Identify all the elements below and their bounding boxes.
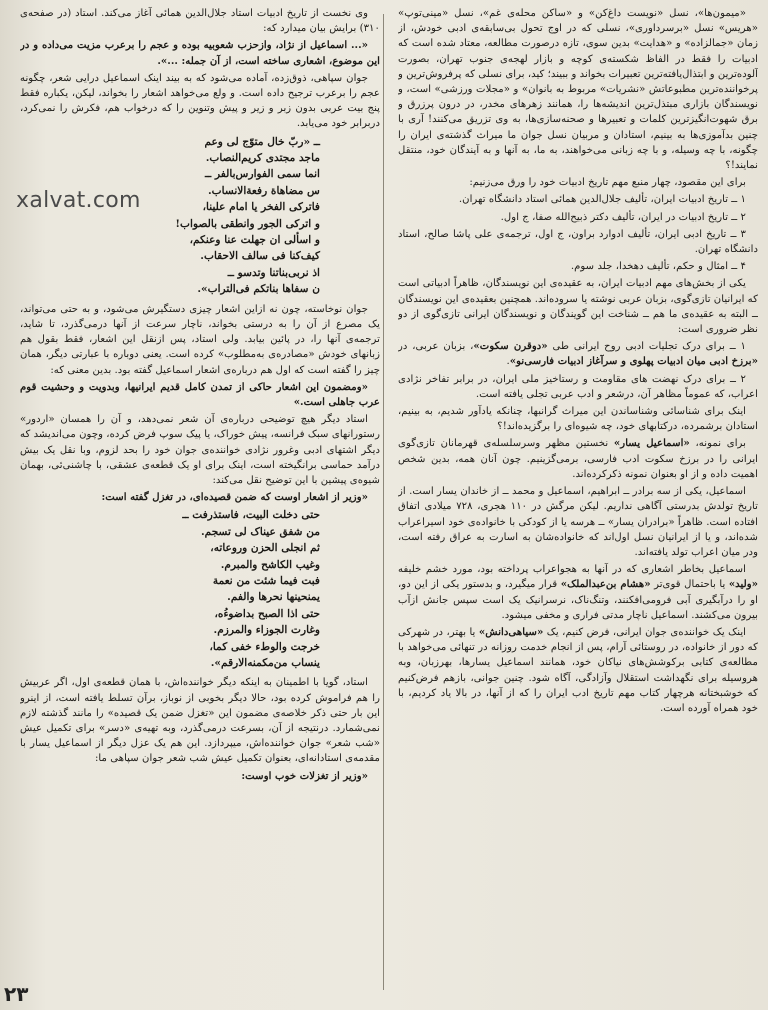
quote: «ومضمون این اشعار حاکی از تمدن کامل قدیم ایرانیها، وبدویت و وحشیت قوم عرب جاهلی است.» (20, 380, 380, 408)
poem-line: فبت فیما شئت من نعمة (212, 574, 320, 587)
paragraph: یکی از بخش‌های مهم ادبیات ایران، به عقیده‌ی این نویسندگان، ظاهراً ادبیاتی است که ایرانیان تازی‌گوی، بزبان عربی نوشته یا سروده‌اند. همچنین بعقیده‌ی این نویسندگان ــ البته به عقیده‌ی ما هم ــ شناخت این گویندگان و نویسندگان ایرانی تازی‌گوی از دو نظر ضروری است: (398, 278, 758, 336)
poem-line: حتی اذا الصبح بداضوءُه، (214, 607, 320, 620)
paragraph: جوان نوخاسته، چون نه ازاین اشعار چیزی دستگیرش می‌شود، و به حتی می‌تواند، یک مصرع از آن را به درستی بخواند، ناچار سرعت از آنها درمی‌گذرد، تا شاید، ترجمه‌ی آنها را، در پائین بیابد. ولی استاد، پس ازنقل این اشعار، فقط بقول هم زبانهای خودش «مصادره‌ی به‌مطلوب» کرده است. یعنی دوباره با عبارتی دیگر، همان چیز را گفته است که اول هم درباره‌ی اشعار اسماعیل گفته بود. بدین معنی که: (20, 303, 380, 376)
paragraph (398, 562, 758, 623)
text-run: قرار میگیرد، و بدستور یکی از این دو، او را درآبگیری آبی فرومی‌افکنند، وتنگ‌ناک، نرسرانیک یک است سپس جانش ازآب بیرون می‌کشند. اسماعیل ناچار مدتی فراری و مخفی میشود. (398, 579, 758, 621)
right-column (398, 6, 758, 1002)
paragraph: استاد، گویا با اطمینان به اینکه دیگر خواننده‌اش، با همان قطعه‌ی اول، اگر عربیش را هم فراموش کرده بود، حالا دیگر بخوبی از نوباز، برآن تسلط یافته است، از اینرو این بار حتی ذکر خلاصه‌ی مضمون این «تغزل ضمن یک قصیده» را مانند گذشته لازم نمی‌شمارد. درنتیجه از آن، بسرعت درمی‌گذرد، وبه تهیه‌ی «دسر» برای تکمیل عیش «شب شعر» جوان خواننده‌اش، میپردازد. این هم یک عزل دیگر از اسماعیل یسار با مقدمه‌ی استادانه‌ای، بعنوان تکمیل عیش شب شعر جوان سپاهی ما: (20, 677, 380, 765)
paragraph (398, 339, 758, 369)
poem-line: وغارت الجوزاء والمرزم. (213, 624, 320, 637)
poem-line: انما سمی الفوارس‌بالفر ــ (205, 168, 320, 181)
poem-line: اذ نربی‌بناتنا وتدسو ــ (227, 266, 320, 279)
text-run: ۱ ــ برای درک تجلیات ادبی روح ایرانی طی (547, 341, 746, 353)
poem-line: فاترکی الفخر یا امام علینا، (202, 201, 320, 214)
bold-phrase: «برزخ ادبی میان ادبیات پهلوی و سرآغاز ادبیات فارسی‌نو» (509, 355, 758, 368)
quote: «وزیر از تغزلات خوب اوست: (241, 769, 368, 782)
text-run: اینک یک خواننده‌ی جوان ایرانی، فرض کنیم، یک (543, 626, 747, 638)
quote: «وزیر از اشعار اوست که ضمن قصیده‌ای، در تغزل گفته است: (101, 491, 368, 504)
bold-phrase: «سیاهی‌دانش» (478, 625, 544, 638)
text-run: برای نمونه، (689, 438, 747, 450)
paragraph (398, 436, 758, 482)
paragraph: «میمون‌ها»، نسل «نویست داغ‌کن» و «ساکن محله‌ی غم»، نسل «مینی‌توپ» «هریس» نسل «برسرداوری»، نسلی که در اوج تحول بی‌سابقه‌ی ادبی خودش، از زمان «جمالزاده» و «هدایت» بدین سوی، تازه درصورت مطالعه، معتاد شده است که ادبیات را فقط در الفاظ شکسته‌ی کوچه و بازار لهجه‌ی جنوب تهران، بصورت آلوده‌ترین و ابتذال‌یافته‌ترین تعبیرات بخواند و ببیند؛ کید، برای نسلی که پرفروش‌ترین و پرخواننده‌ترین مطبوعاتش «نشریات» مربوط به بانوان» و «مجلات ورزشی» است، و نویسندگان بازاری مبتذل‌ترین اندیشه‌ها را، همانند زهرهای مخدر، در درون پرزرق و برق شهوت‌انگیزترین کلمات و تعبیرها و صحنه‌سازی‌ها، به وی تزریق می‌کنند! آری با چنین بدآموزی‌ها به بینیم، استادان و مربیان نسل جوان ما میراث گذشته‌ی ایران را چگونه، با چه وسیله، و با چه زبانی می‌خواهند، به ما، به آنها و به آیندگان خود، منتقل نمایند!؟ (398, 8, 758, 172)
text-run: . (506, 356, 510, 368)
paragraph: جوان سپاهی، ذوق‌زده، آماده می‌شود که به بیند اینک اسماعیل درایی شعر، چگونه عجم را برعرب ترجیح داده است. و ولع می‌خواهد اشعار را بخواند، لیکن، یکباره فقط پنج بیت عربی بدون زبر و زیر و پیش وتنوین را که درخواب هم، فکرش را نمی‌کرد، دربرابر خود می‌یابد. (20, 72, 380, 130)
poem-line: ثم انجلی الحزن وروعاته، (210, 542, 320, 555)
poem-line: خرجت والوطء خفی کما، (209, 640, 320, 653)
quote: «... اسماعیل از نژاد، وازحزب شعوبیه بوده و عجم را برعرب مزیت می‌داده و در این موضوع، اشعاری ساخته است، از آن جمله: ...». (20, 39, 380, 67)
text-run: اسماعیل بخاطر اشعاری که در آنها به هجواعراب پرداخته بود، مورد خشم خلیفه (398, 564, 746, 576)
poem-line: حتی دخلت البیت، فاستذرفت ــ (182, 509, 320, 522)
poem-line: کیف‌کنا فی سالف الاحقاب. (200, 250, 320, 263)
list-item: ۱ ــ تاریخ ادبیات ایران، تألیف جلال‌الدین همائی استاد دانشگاه تهران. (458, 194, 746, 206)
poem (20, 507, 380, 671)
list-item: ۲ ــ تاریخ ادبیات در ایران، تألیف دکتر ذبیح‌الله صفا، ج اول. (500, 211, 746, 223)
bold-phrase: «ولید» (728, 578, 758, 591)
poem-line: و اسألی ان جهلت عنا وعنکم، (189, 234, 320, 247)
bold-phrase: «هشام بن‌عبدالملک» (560, 578, 651, 591)
list-item: ۴ ــ امثال و حکم، تألیف دهخدا، جلد سوم. (570, 261, 746, 273)
list-item: ۳ ــ تاریخ ادبی ایران، تألیف ادوارد براون، ج اول، ترجمه‌ی علی پاشا صالح، استاد دانشگاه تهران. (398, 228, 758, 256)
poem-line: ن سفاها بناتکم فی‌التراب». (197, 283, 320, 296)
page-number: ۲۳ (4, 982, 29, 1006)
paragraph: برای این مقصود، چهار منبع مهم تاریخ ادبیات خود را ورق می‌زنیم: (469, 177, 746, 189)
poem-line: س مضاهاة رفعة‌الانساب. (207, 184, 320, 197)
paragraph: وی نخست از تاریخ ادبیات استاد جلال‌الدین همائی آغاز می‌کند. استاد (در صفحه‌ی ۳۱۰) برایش بیان میدارد که: (20, 8, 380, 35)
poem-line: ینساب من‌مکمنه‌الارقم». (210, 656, 320, 669)
paragraph: اینک برای شناسائی وشناساندن این میراث گرانبها، چنانکه یادآور شدیم، به بینیم، استادان برشمرده، درکتابهای خود، چه شیوه‌ای را برگزیده‌اند!؟ (398, 406, 758, 433)
text-run: یا بهتر، در شهرکی که دور از خانواده، در روستائی آرام، پس از انجام خدمت روزانه در تنهائی می‌خواهد با مطالعه‌ی کتابی برکوشش‌های نیاکان خود، همانند اسماعیل یسارها، بهرزبان، وبه هروسیله برای نگهداشت استقلال وآزادگی، آگاه شود. چنین جوانی، بازهم فرض‌کنیم که خوشبختانه هرچهار کتاب مهم تاریخ ادب ایران را که از آنها، در بالا یاد کردیم، با خود همراه آورده است. (398, 626, 758, 714)
paragraph: اسماعیل، یکی از سه برادر ــ ابراهیم، اسماعیل و محمد ــ از خاندان یسار است. از تاریخ تولدش بدرستی آگاهی نداریم. لیکن مرگش در ۱۱۰ هجری، ۷۲۸ میلادی اتفاق افتاده است. ظاهراً «برادران یسار» ــ هرسه یا از کودکی با خانواده‌ی خود اسیراعراب شده‌اند، و یا از ایرانیان نسل اول‌اند که خانواده‌شان به اسارت به عراق رفته است، ودر میان اعراب تولد یافته‌اند. (398, 486, 758, 558)
poem-line: من شفق عیناک لی تسجم. (200, 525, 320, 538)
poem-line: و اترکی الجور وانطقی بالصواب! (175, 217, 320, 230)
paragraph: ۲ ــ برای درک نهضت های مقاومت و رستاخیز ملی ایران، در برابر تفاخر نژادی اعراب، که عموماً مظاهر آن، درشعر و ادب عربی تجلی یافته است. (398, 373, 758, 400)
text-run: یا باحتمال قوی‌تر (650, 579, 729, 591)
column-divider (383, 14, 384, 990)
watermark: xalvat.com (16, 188, 141, 213)
text-run: نخستین مظهر وسرسلسله‌ی قهرمانان تازی‌گوی ایرانی را در برزخ سکوت ادب فارسی، برمی‌گزینیم. چون آنان همه، بدین شخص اهمیت داده و از او بعنوان نمونه ذکرکرده‌اند. (398, 438, 758, 480)
poem (20, 134, 380, 298)
poem-line: ــ «ربّ خال متوّج لی وعم (204, 135, 320, 148)
poem-line: وغیب الکاشح والمبرم. (220, 558, 320, 571)
poem-line: یمنحینها نحرها والفم. (227, 591, 320, 604)
bold-phrase: «اسماعیل یسار» (613, 437, 690, 450)
paragraph: استاد دیگر هیچ توضیحی درباره‌ی آن شعر نمی‌دهد، و آن را همسان «اردور» رستورانهای سبک فرانسه، پیش خوراک، یا پیک سوپ فرض کرده، وچون می‌اندیشد که دیگر اشتهای ادبی وغرور نژادی خواننده‌ی جوان خود را بحد لزوم، وبا نقل یک بیش درآمد حماسی برانگیخته است، اینک برای او یک قطعه‌ی عشقی، با چاشنی‌ئی، بهمان شیوه‌ی پیشین با این توضیح نقل می‌کند: (20, 414, 380, 486)
bold-phrase: «دوقرن سکوت» (473, 340, 548, 353)
poem-line: ماجد مجتدی کریم‌النصاب. (205, 152, 320, 165)
text-run: ، بزبان عربی، در (398, 341, 474, 353)
left-column (20, 6, 380, 1002)
paragraph (398, 625, 758, 716)
